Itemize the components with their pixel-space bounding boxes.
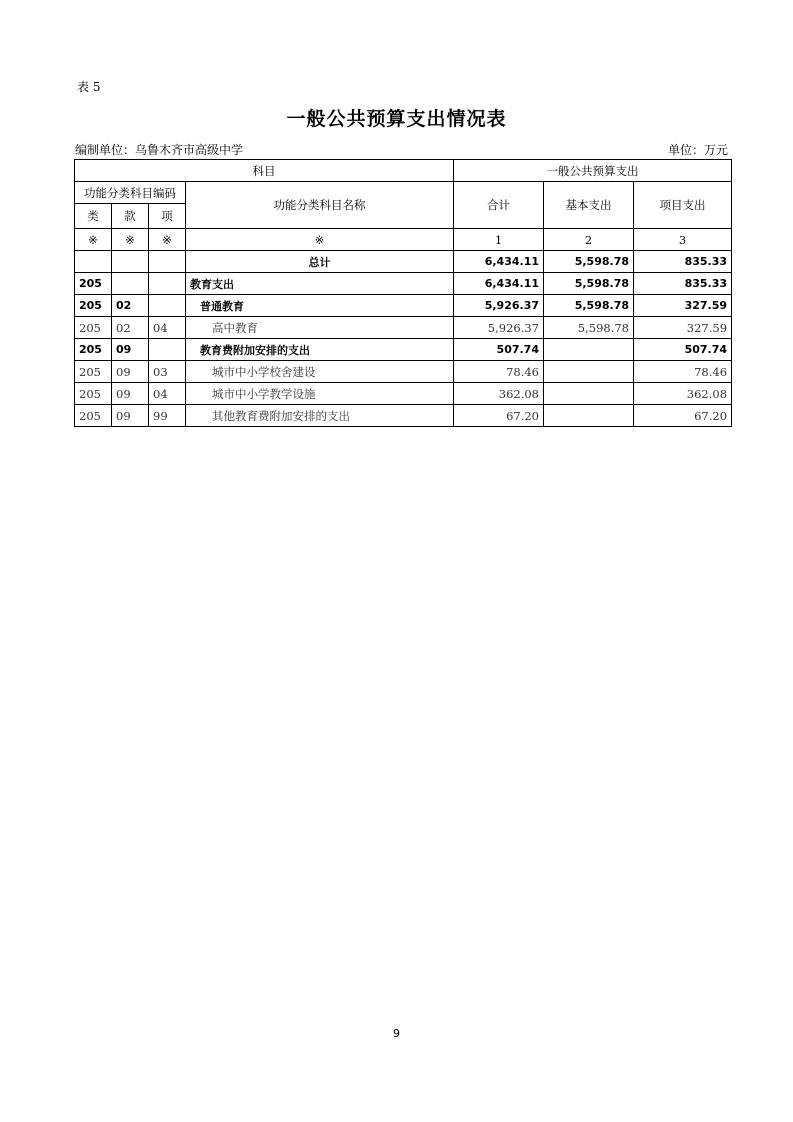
cell-kuan: 02 [112, 295, 149, 317]
cell-project: 67.20 [634, 405, 732, 427]
cell-project: 362.08 [634, 383, 732, 405]
cell-total: 6,434.11 [454, 273, 544, 295]
table-row [75, 383, 732, 405]
cell-kuan: 09 [112, 405, 149, 427]
budget-table [74, 159, 732, 427]
table-row [75, 273, 732, 295]
cell-lei: 205 [75, 295, 112, 317]
header-project: 项目支出 [634, 182, 732, 229]
cell-xiang: 04 [149, 383, 186, 405]
table-number: 表 5 [77, 80, 101, 94]
cell-lei: 205 [75, 383, 112, 405]
cell-basic: 5,598.78 [544, 295, 634, 317]
table-row [75, 361, 732, 383]
cell-basic: 5,598.78 [544, 273, 634, 295]
table-row [75, 339, 732, 361]
cell-project: 835.33 [634, 273, 732, 295]
cell-basic [544, 405, 634, 427]
cell-basic: 5,598.78 [544, 317, 634, 339]
header-basic: 基本支出 [544, 182, 634, 229]
cell-lei: 205 [75, 361, 112, 383]
page-title: 一般公共预算支出情况表 [286, 108, 507, 130]
cell-total: 5,926.37 [454, 295, 544, 317]
cell-project: 835.33 [634, 251, 732, 273]
cell-total: 67.20 [454, 405, 544, 427]
column-index: 2 [544, 229, 634, 251]
header-xiang: 项 [149, 204, 186, 229]
cell-kuan: 02 [112, 317, 149, 339]
cell-xiang: 99 [149, 405, 186, 427]
mark-cell: ※ [75, 229, 112, 251]
table-row [75, 295, 732, 317]
cell-xiang [149, 295, 186, 317]
cell-name: 普通教育 [186, 295, 454, 317]
currency-unit: 单位：万元 [667, 143, 728, 157]
cell-project: 327.59 [634, 317, 732, 339]
cell-kuan: 09 [112, 339, 149, 361]
cell-name: 教育费附加安排的支出 [186, 339, 454, 361]
cell-total: 5,926.37 [454, 317, 544, 339]
header-code: 功能分类科目编码 [75, 182, 186, 204]
cell-xiang [149, 273, 186, 295]
column-index: 3 [634, 229, 732, 251]
column-index: 1 [454, 229, 544, 251]
cell-project: 78.46 [634, 361, 732, 383]
header-budget-expenditure: 一般公共预算支出 [454, 160, 732, 182]
header-subject-name: 功能分类科目名称 [186, 182, 454, 229]
cell-name: 城市中小学教学设施 [186, 383, 454, 405]
cell-name: 高中教育 [186, 317, 454, 339]
cell-lei: 205 [75, 339, 112, 361]
mark-cell: ※ [186, 229, 454, 251]
header-subject: 科目 [75, 160, 454, 182]
cell-kuan [112, 251, 149, 273]
cell-name: 总计 [186, 251, 454, 273]
cell-basic [544, 339, 634, 361]
cell-name: 其他教育费附加安排的支出 [186, 405, 454, 427]
cell-lei: 205 [75, 317, 112, 339]
header-kuan: 款 [112, 204, 149, 229]
cell-name: 教育支出 [186, 273, 454, 295]
cell-xiang [149, 251, 186, 273]
cell-xiang: 03 [149, 361, 186, 383]
compiling-unit: 编制单位：乌鲁木齐市高级中学 [75, 143, 244, 157]
cell-xiang: 04 [149, 317, 186, 339]
cell-lei [75, 251, 112, 273]
table-row [75, 317, 732, 339]
cell-kuan: 09 [112, 361, 149, 383]
cell-lei: 205 [75, 405, 112, 427]
cell-total: 362.08 [454, 383, 544, 405]
cell-total: 78.46 [454, 361, 544, 383]
cell-project: 507.74 [634, 339, 732, 361]
cell-kuan: 09 [112, 383, 149, 405]
cell-name: 城市中小学校舍建设 [186, 361, 454, 383]
cell-kuan [112, 273, 149, 295]
page-number: 9 [393, 1027, 400, 1040]
cell-xiang [149, 339, 186, 361]
table-row-total [75, 251, 732, 273]
mark-cell: ※ [149, 229, 186, 251]
mark-cell: ※ [112, 229, 149, 251]
table-row [75, 405, 732, 427]
cell-basic: 5,598.78 [544, 251, 634, 273]
header-total: 合计 [454, 182, 544, 229]
cell-basic [544, 361, 634, 383]
cell-lei: 205 [75, 273, 112, 295]
header-lei: 类 [75, 204, 112, 229]
cell-total: 6,434.11 [454, 251, 544, 273]
cell-basic [544, 383, 634, 405]
cell-total: 507.74 [454, 339, 544, 361]
cell-project: 327.59 [634, 295, 732, 317]
